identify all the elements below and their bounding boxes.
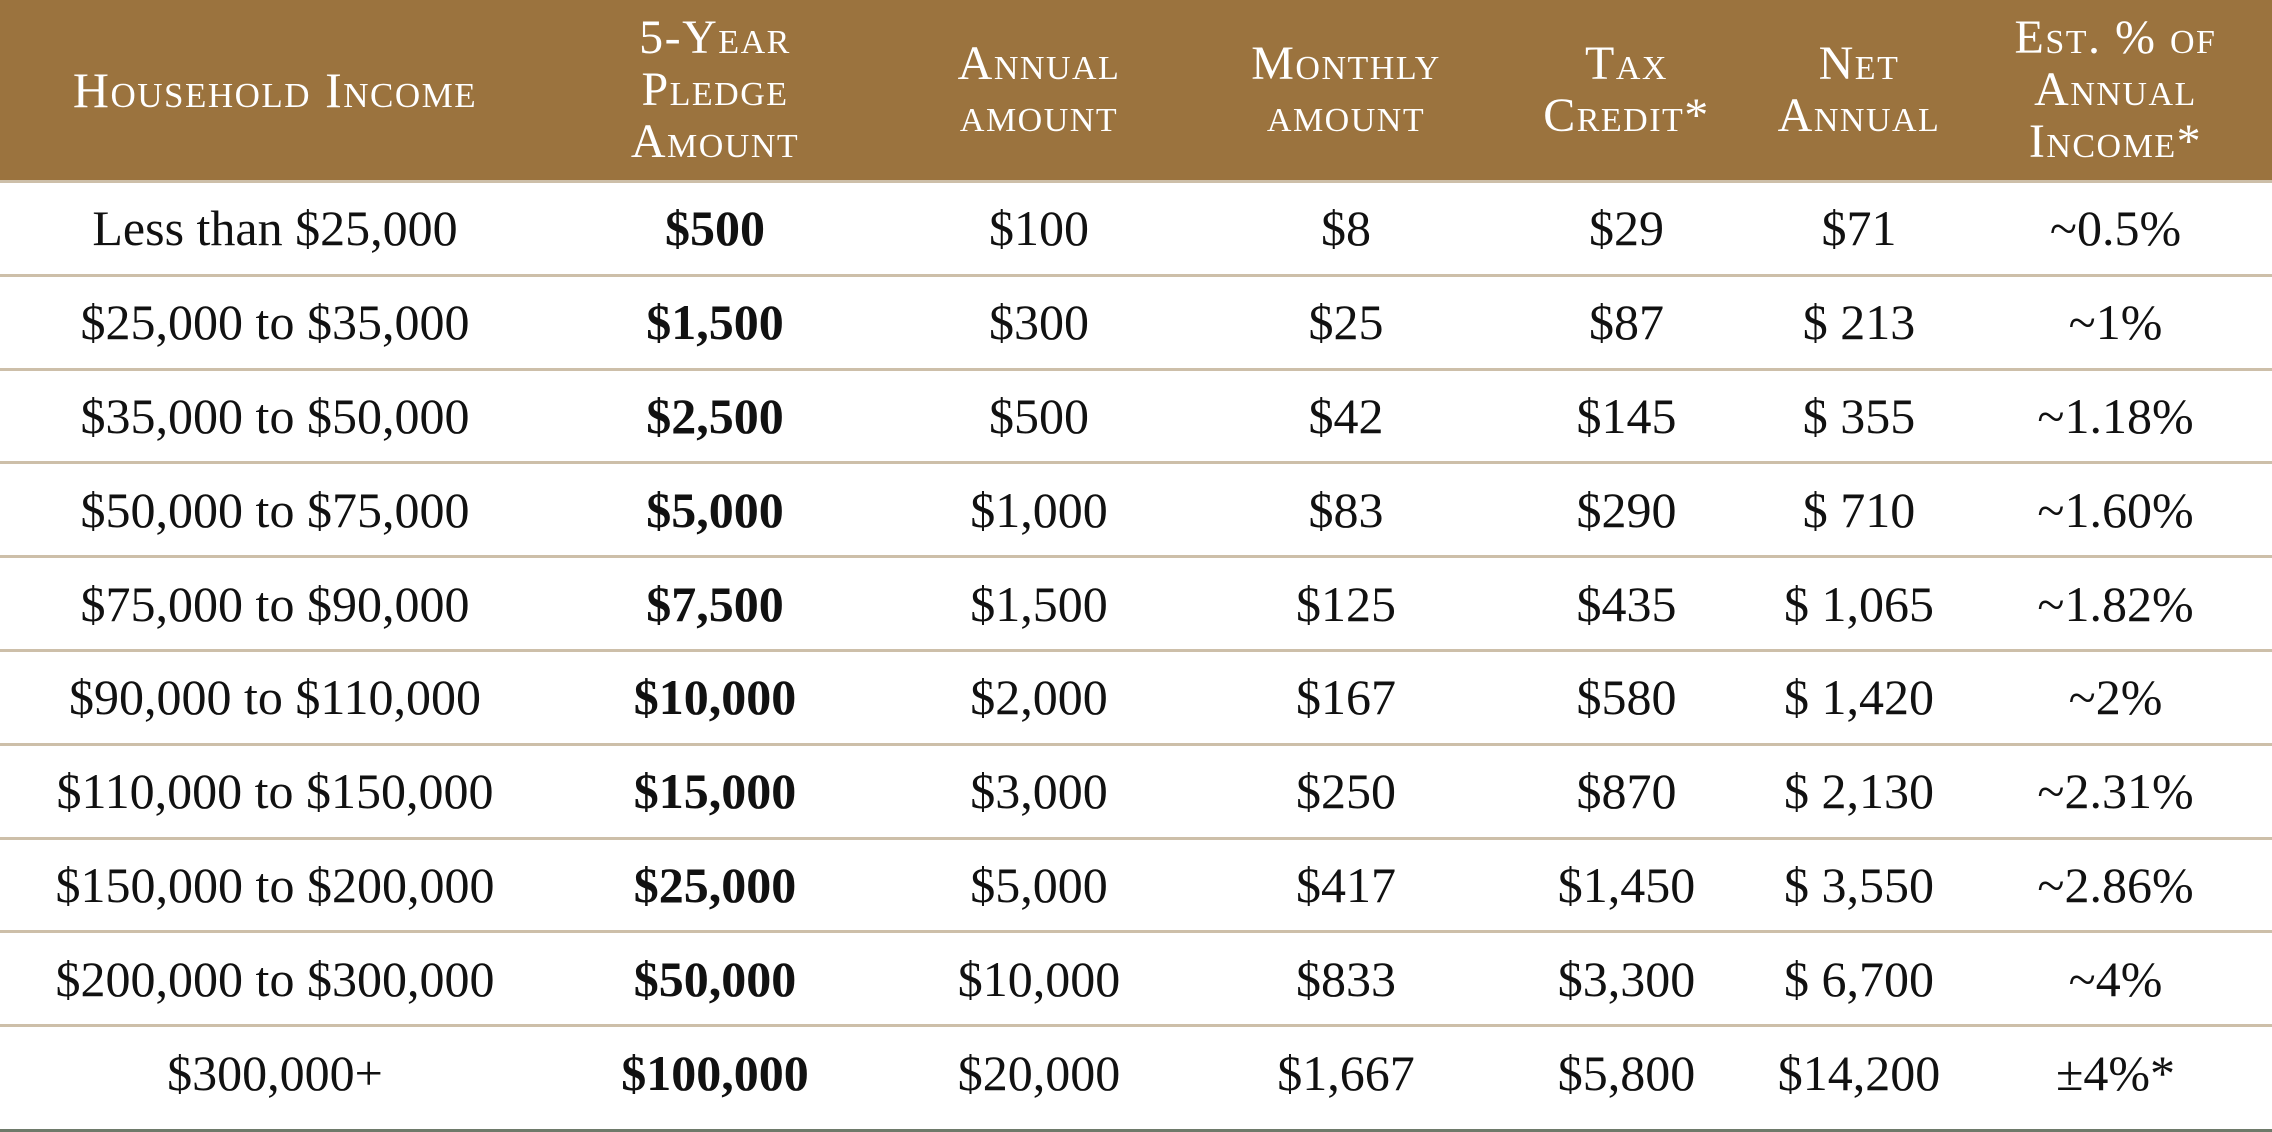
cell-monthly: $8 [1198, 180, 1494, 274]
header-pct-income: Est. % of Annual Income* [1959, 0, 2272, 180]
cell-pct: ~2% [1959, 649, 2272, 743]
cell-annual: $1,000 [880, 461, 1198, 555]
cell-net-annual: $ 1,420 [1759, 649, 1959, 743]
cell-pct: ~4% [1959, 930, 2272, 1024]
cell-tax-credit: $3,300 [1494, 930, 1759, 1024]
cell-income: Less than $25,000 [0, 180, 550, 274]
header-annual-amount: Annual amount [880, 0, 1198, 180]
header-net-annual: Net Annual [1759, 0, 1959, 180]
cell-net-annual: $ 355 [1759, 368, 1959, 462]
cell-monthly: $167 [1198, 649, 1494, 743]
cell-tax-credit: $870 [1494, 743, 1759, 837]
cell-pledge: $15,000 [550, 743, 880, 837]
cell-pct: ~0.5% [1959, 180, 2272, 274]
cell-tax-credit: $145 [1494, 368, 1759, 462]
cell-annual: $2,000 [880, 649, 1198, 743]
cell-tax-credit: $29 [1494, 180, 1759, 274]
cell-net-annual: $71 [1759, 180, 1959, 274]
cell-net-annual: $ 213 [1759, 274, 1959, 368]
cell-pledge: $10,000 [550, 649, 880, 743]
cell-income: $90,000 to $110,000 [0, 649, 550, 743]
cell-pct: ±4%* [1959, 1024, 2272, 1118]
cell-annual: $20,000 [880, 1024, 1198, 1118]
cell-pledge: $1,500 [550, 274, 880, 368]
cell-pledge: $25,000 [550, 837, 880, 931]
cell-tax-credit: $290 [1494, 461, 1759, 555]
cell-income: $25,000 to $35,000 [0, 274, 550, 368]
cell-income: $35,000 to $50,000 [0, 368, 550, 462]
cell-pct: ~2.31% [1959, 743, 2272, 837]
cell-monthly: $125 [1198, 555, 1494, 649]
cell-monthly: $83 [1198, 461, 1494, 555]
cell-annual: $1,500 [880, 555, 1198, 649]
cell-annual: $5,000 [880, 837, 1198, 931]
cell-tax-credit: $5,800 [1494, 1024, 1759, 1118]
cell-pct: ~1% [1959, 274, 2272, 368]
cell-pledge: $5,000 [550, 461, 880, 555]
cell-income: $110,000 to $150,000 [0, 743, 550, 837]
cell-net-annual: $ 6,700 [1759, 930, 1959, 1024]
cell-tax-credit: $87 [1494, 274, 1759, 368]
cell-net-annual: $ 1,065 [1759, 555, 1959, 649]
cell-monthly: $25 [1198, 274, 1494, 368]
cell-net-annual: $ 710 [1759, 461, 1959, 555]
cell-net-annual: $14,200 [1759, 1024, 1959, 1118]
cell-tax-credit: $580 [1494, 649, 1759, 743]
cell-pledge: $7,500 [550, 555, 880, 649]
header-tax-credit: Tax Credit* [1494, 0, 1759, 180]
cell-annual: $100 [880, 180, 1198, 274]
cell-monthly: $42 [1198, 368, 1494, 462]
cell-net-annual: $ 3,550 [1759, 837, 1959, 931]
cell-monthly: $250 [1198, 743, 1494, 837]
cell-income: $150,000 to $200,000 [0, 837, 550, 931]
cell-income: $50,000 to $75,000 [0, 461, 550, 555]
cell-pct: ~1.60% [1959, 461, 2272, 555]
cell-income: $75,000 to $90,000 [0, 555, 550, 649]
cell-pct: ~1.18% [1959, 368, 2272, 462]
cell-income: $300,000+ [0, 1024, 550, 1118]
header-household-income: Household Income [0, 0, 550, 180]
cell-monthly: $1,667 [1198, 1024, 1494, 1118]
header-pledge-amount: 5-Year Pledge Amount [550, 0, 880, 180]
cell-pct: ~2.86% [1959, 837, 2272, 931]
cell-pledge: $500 [550, 180, 880, 274]
cell-pledge: $50,000 [550, 930, 880, 1024]
cell-monthly: $417 [1198, 837, 1494, 931]
cell-monthly: $833 [1198, 930, 1494, 1024]
cell-tax-credit: $1,450 [1494, 837, 1759, 931]
cell-annual: $300 [880, 274, 1198, 368]
cell-pledge: $100,000 [550, 1024, 880, 1118]
cell-annual: $3,000 [880, 743, 1198, 837]
cell-net-annual: $ 2,130 [1759, 743, 1959, 837]
cell-annual: $10,000 [880, 930, 1198, 1024]
cell-pct: ~1.82% [1959, 555, 2272, 649]
header-monthly-amount: Monthly amount [1198, 0, 1494, 180]
cell-income: $200,000 to $300,000 [0, 930, 550, 1024]
cell-annual: $500 [880, 368, 1198, 462]
cell-pledge: $2,500 [550, 368, 880, 462]
cell-tax-credit: $435 [1494, 555, 1759, 649]
